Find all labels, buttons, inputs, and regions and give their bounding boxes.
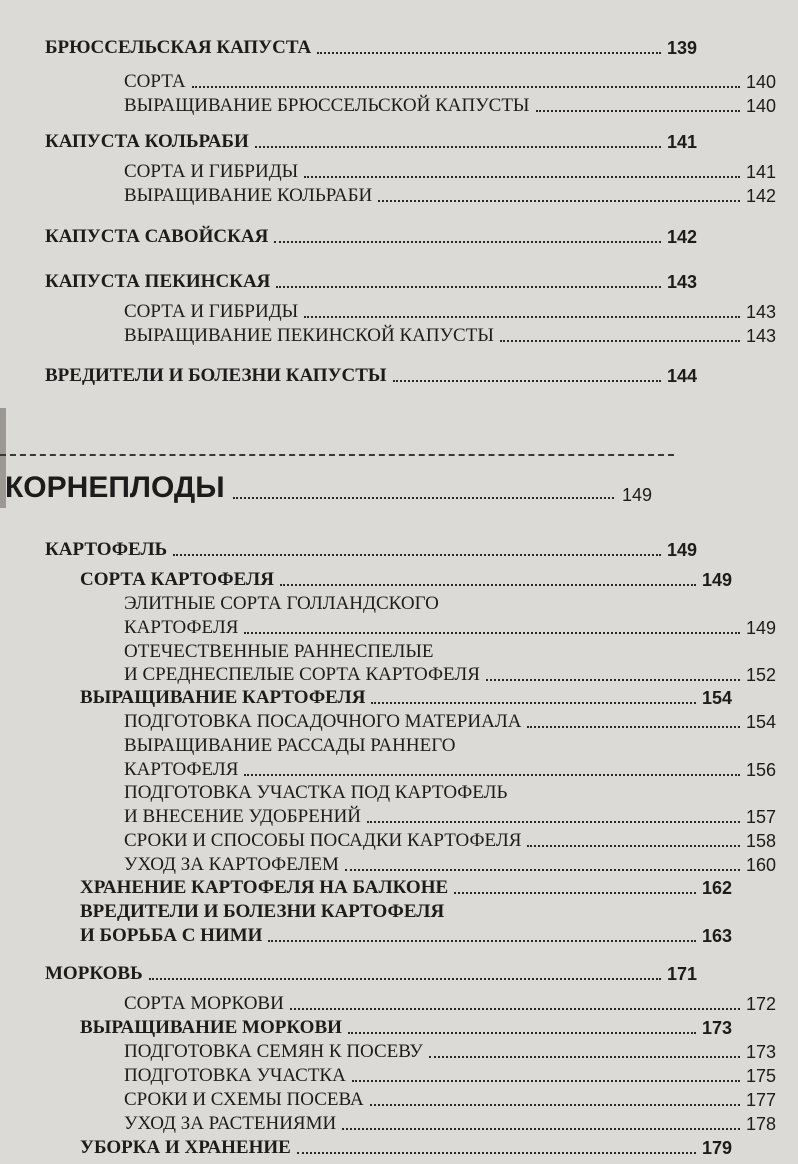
entry-title: КАПУСТА САВОЙСКАЯ xyxy=(45,226,269,247)
entry-page: 175 xyxy=(746,1066,777,1086)
toc-entry[interactable] xyxy=(0,758,798,782)
toc-entry[interactable] xyxy=(0,70,798,94)
toc-entry[interactable] xyxy=(0,184,798,208)
entry-page: 173 xyxy=(702,1018,733,1038)
entry-page: 160 xyxy=(746,855,777,875)
entry-title: МОРКОВЬ xyxy=(45,963,143,984)
toc-entry[interactable] xyxy=(0,94,798,118)
toc-entry[interactable] xyxy=(0,710,798,734)
entry-title: УХОД ЗА РАСТЕНИЯМИ xyxy=(124,1113,337,1134)
entry-title: ПОДГОТОВКА УЧАСТКА xyxy=(124,1065,346,1086)
entry-page: 149 xyxy=(746,618,777,638)
entry-title: ПОДГОТОВКА УЧАСТКА ПОД КАРТОФЕЛЬ xyxy=(124,782,508,803)
entry-page: 154 xyxy=(702,688,733,708)
toc-entry-line[interactable] xyxy=(0,592,798,616)
entry-page: 177 xyxy=(746,1090,777,1110)
toc-entry[interactable] xyxy=(0,829,798,853)
entry-title: КАПУСТА КОЛЬРАБИ xyxy=(45,131,249,152)
entry-page: 141 xyxy=(667,132,698,152)
entry-page: 140 xyxy=(746,96,777,116)
entry-title: И БОРЬБА С НИМИ xyxy=(80,925,263,946)
toc-entry[interactable] xyxy=(0,992,798,1016)
entry-page: 156 xyxy=(746,760,777,780)
entry-page: 171 xyxy=(667,964,698,984)
toc-entry-line[interactable] xyxy=(0,734,798,758)
entry-title: СОРТА МОРКОВИ xyxy=(124,993,284,1014)
entry-page: 178 xyxy=(746,1114,777,1134)
section-divider xyxy=(0,454,674,456)
toc-entry-line[interactable] xyxy=(0,900,754,924)
toc-entry[interactable] xyxy=(0,924,754,948)
entry-page: 141 xyxy=(746,162,777,182)
toc-entry[interactable] xyxy=(0,805,798,829)
entry-title: ВЫРАЩИВАНИЕ КАРТОФЕЛЯ xyxy=(80,687,366,708)
entry-title: ПОДГОТОВКА ПОСАДОЧНОГО МАТЕРИАЛА xyxy=(124,711,522,732)
section-heading[interactable] xyxy=(0,470,674,506)
entry-page: 142 xyxy=(746,186,777,206)
toc-entry[interactable] xyxy=(0,876,754,900)
toc-entry[interactable] xyxy=(0,1112,798,1136)
toc-entry[interactable] xyxy=(0,568,754,592)
section-page: 149 xyxy=(622,485,653,505)
entry-page: 152 xyxy=(746,665,777,685)
entry-page: 143 xyxy=(746,302,777,322)
entry-title: СОРТА xyxy=(124,71,186,92)
toc-entry-line[interactable] xyxy=(0,781,798,805)
entry-title: И ВНЕСЕНИЕ УДОБРЕНИЙ xyxy=(124,806,362,827)
entry-page: 157 xyxy=(746,807,777,827)
entry-page: 140 xyxy=(746,72,777,92)
toc-entry[interactable] xyxy=(0,324,798,348)
toc-entry-peking[interactable] xyxy=(0,270,719,294)
entry-title: ПОДГОТОВКА СЕМЯН К ПОСЕВУ xyxy=(124,1041,423,1062)
entry-title: КАРТОФЕЛЬ xyxy=(45,539,168,560)
toc-entry-brussels[interactable] xyxy=(0,36,719,60)
entry-page: 173 xyxy=(746,1042,777,1062)
entry-title: УХОД ЗА КАРТОФЕЛЕМ xyxy=(124,854,339,875)
entry-title: СРОКИ И СПОСОБЫ ПОСАДКИ КАРТОФЕЛЯ xyxy=(124,830,522,851)
entry-page: 143 xyxy=(667,272,698,292)
section-title: КОРНЕПЛОДЫ xyxy=(5,471,225,504)
entry-title: ВРЕДИТЕЛИ И БОЛЕЗНИ КАПУСТЫ xyxy=(45,365,387,386)
toc-entry[interactable] xyxy=(0,300,798,324)
entry-title: ВЫРАЩИВАНИЕ ПЕКИНСКОЙ КАПУСТЫ xyxy=(124,325,494,346)
entry-page: 149 xyxy=(702,570,733,590)
toc-entry-potato[interactable] xyxy=(0,538,719,562)
entry-title: КАПУСТА ПЕКИНСКАЯ xyxy=(45,271,271,292)
entry-page: 179 xyxy=(702,1138,733,1158)
entry-title: ХРАНЕНИЕ КАРТОФЕЛЯ НА БАЛКОНЕ xyxy=(80,877,449,898)
toc-entry[interactable] xyxy=(0,616,798,640)
toc-entry[interactable] xyxy=(0,853,798,877)
entry-title: СОРТА КАРТОФЕЛЯ xyxy=(80,569,274,590)
entry-title: БРЮССЕЛЬСКАЯ КАПУСТА xyxy=(45,37,312,58)
entry-title: СРОКИ И СХЕМЫ ПОСЕВА xyxy=(124,1089,364,1110)
entry-title: ВЫРАЩИВАНИЕ МОРКОВИ xyxy=(80,1017,342,1038)
toc-entry-line[interactable] xyxy=(0,640,798,664)
entry-title: УБОРКА И ХРАНЕНИЕ xyxy=(80,1137,291,1158)
toc-entry[interactable] xyxy=(0,160,798,184)
entry-page: 163 xyxy=(702,926,733,946)
entry-title: СОРТА И ГИБРИДЫ xyxy=(124,161,299,182)
toc-entry[interactable] xyxy=(0,1088,798,1112)
toc-entry-pests-cabbage[interactable] xyxy=(0,364,719,388)
toc-entry-savoy[interactable] xyxy=(0,225,719,249)
entry-title: ВЫРАЩИВАНИЕ РАССАДЫ РАННЕГО xyxy=(124,735,456,756)
entry-page: 158 xyxy=(746,831,777,851)
entry-page: 139 xyxy=(667,38,698,58)
toc-entry[interactable] xyxy=(0,1064,798,1088)
entry-page: 162 xyxy=(702,878,733,898)
entry-page: 143 xyxy=(746,326,777,346)
toc-entry[interactable] xyxy=(0,1016,754,1040)
entry-title: КАРТОФЕЛЯ xyxy=(124,759,239,780)
entry-page: 154 xyxy=(746,712,777,732)
toc-entry[interactable] xyxy=(0,1040,798,1064)
entry-title: ОТЕЧЕСТВЕННЫЕ РАННЕСПЕЛЫЕ xyxy=(124,641,434,662)
entry-title: СОРТА И ГИБРИДЫ xyxy=(124,301,299,322)
entry-title: ВЫРАЩИВАНИЕ БРЮССЕЛЬСКОЙ КАПУСТЫ xyxy=(124,95,530,116)
toc-entry-kohlrabi[interactable] xyxy=(0,130,719,154)
entry-page: 172 xyxy=(746,994,777,1014)
entry-page: 144 xyxy=(667,366,698,386)
toc-entry[interactable] xyxy=(0,686,754,710)
entry-title: ВРЕДИТЕЛИ И БОЛЕЗНИ КАРТОФЕЛЯ xyxy=(80,901,445,922)
entry-title: ВЫРАЩИВАНИЕ КОЛЬРАБИ xyxy=(124,185,373,206)
entry-title: ЭЛИТНЫЕ СОРТА ГОЛЛАНДСКОГО xyxy=(124,593,439,614)
entry-page: 149 xyxy=(667,540,698,560)
entry-title: И СРЕДНЕСПЕЛЫЕ СОРТА КАРТОФЕЛЯ xyxy=(124,664,480,685)
entry-title: КАРТОФЕЛЯ xyxy=(124,617,239,638)
toc-entry[interactable] xyxy=(0,1136,754,1160)
entry-page: 142 xyxy=(667,227,698,247)
toc-entry-carrot[interactable] xyxy=(0,962,719,986)
toc-entry[interactable] xyxy=(0,663,798,687)
